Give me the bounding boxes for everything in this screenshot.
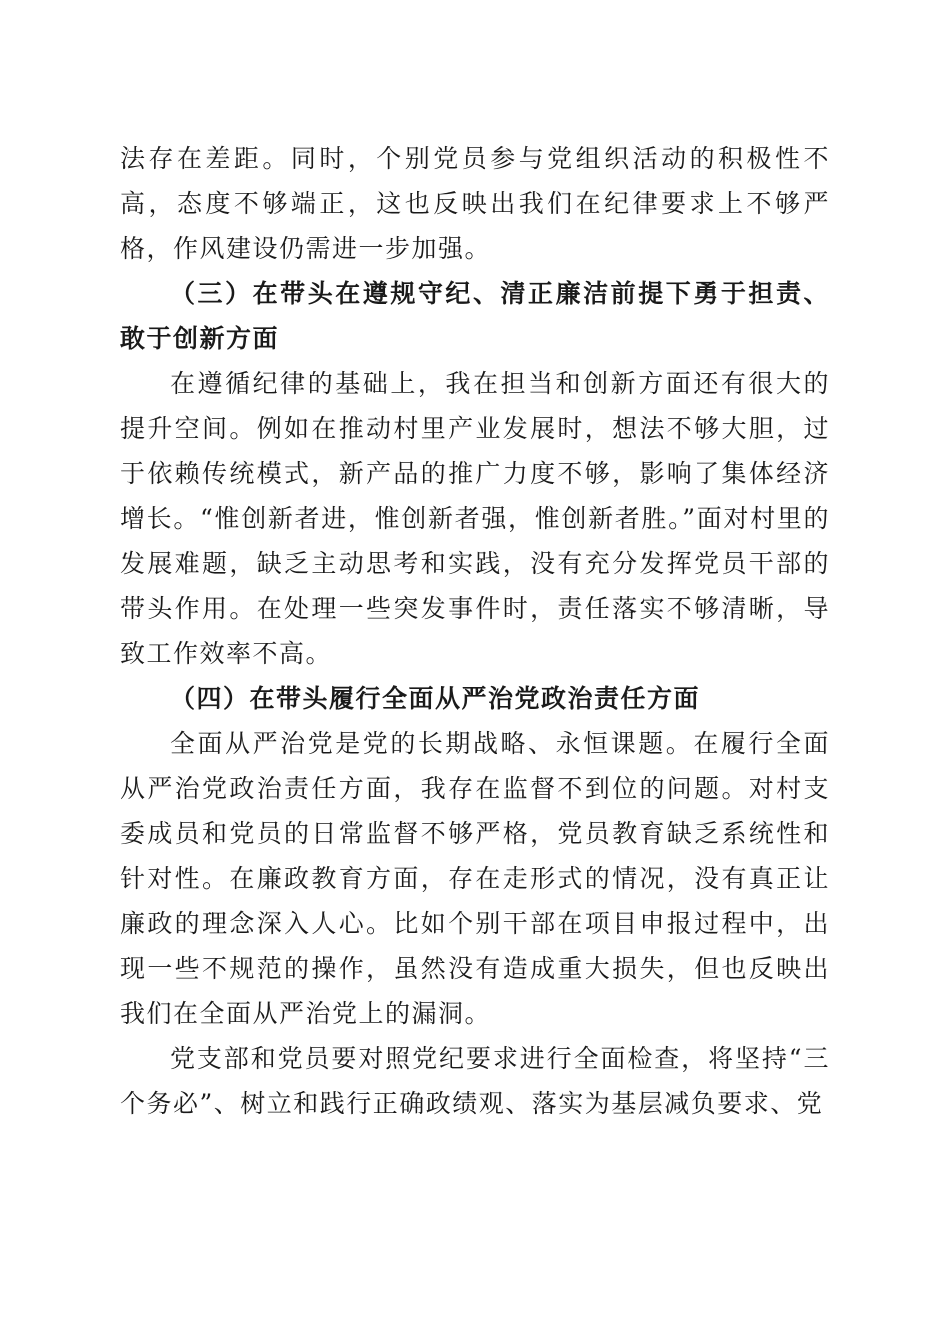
paragraph-continuation: 法存在差距。同时，个别党员参与党组织活动的积极性不高，态度不够端正，这也反映出我们在纪律要求上不够严格，作风建设仍需进一步加强。 — [120, 144, 830, 263]
section-heading-3: （三）在带头在遵规守纪、清正廉洁前提下勇于担责、敢于创新方面 — [120, 279, 830, 353]
paragraph-party-governance: 全面从严治党是党的长期战略、永恒课题。在履行全面从严治党政治责任方面，我存在监督不到位的问题。对村支委成员和党员的日常监督不够严格，党员教育缺乏系统性和针对性。在廉政教育方面，存在走形式的情况，没有真正让廉政的理念深入人心。比如个别干部在项目申报过程中，出现一些不规范的操作，虽然没有造成重大损失，但也反映出我们在全面从严治党上的漏洞。 — [120, 729, 830, 1028]
document-body — [120, 136, 830, 1126]
section-heading-4: （四）在带头履行全面从严治党政治责任方面 — [170, 684, 701, 713]
paragraph-innovation: 在遵循纪律的基础上，我在担当和创新方面还有很大的提升空间。例如在推动村里产业发展时，想法不够大胆，过于依赖传统模式，新产品的推广力度不够，影响了集体经济增长。“惟创新者进，惟创新者强，惟创新者胜。”面对村里的发展难题，缺乏主动思考和实践，没有充分发挥党员干部的带头作用。在处理一些突发事件时，责任落实不够清晰，导致工作效率不高。 — [120, 369, 830, 668]
paragraph-inspection: 党支部和党员要对照党纪要求进行全面检查，将坚持“三个务必”、树立和践行正确政绩观、落实为基层减负要求、党 — [120, 1044, 830, 1118]
